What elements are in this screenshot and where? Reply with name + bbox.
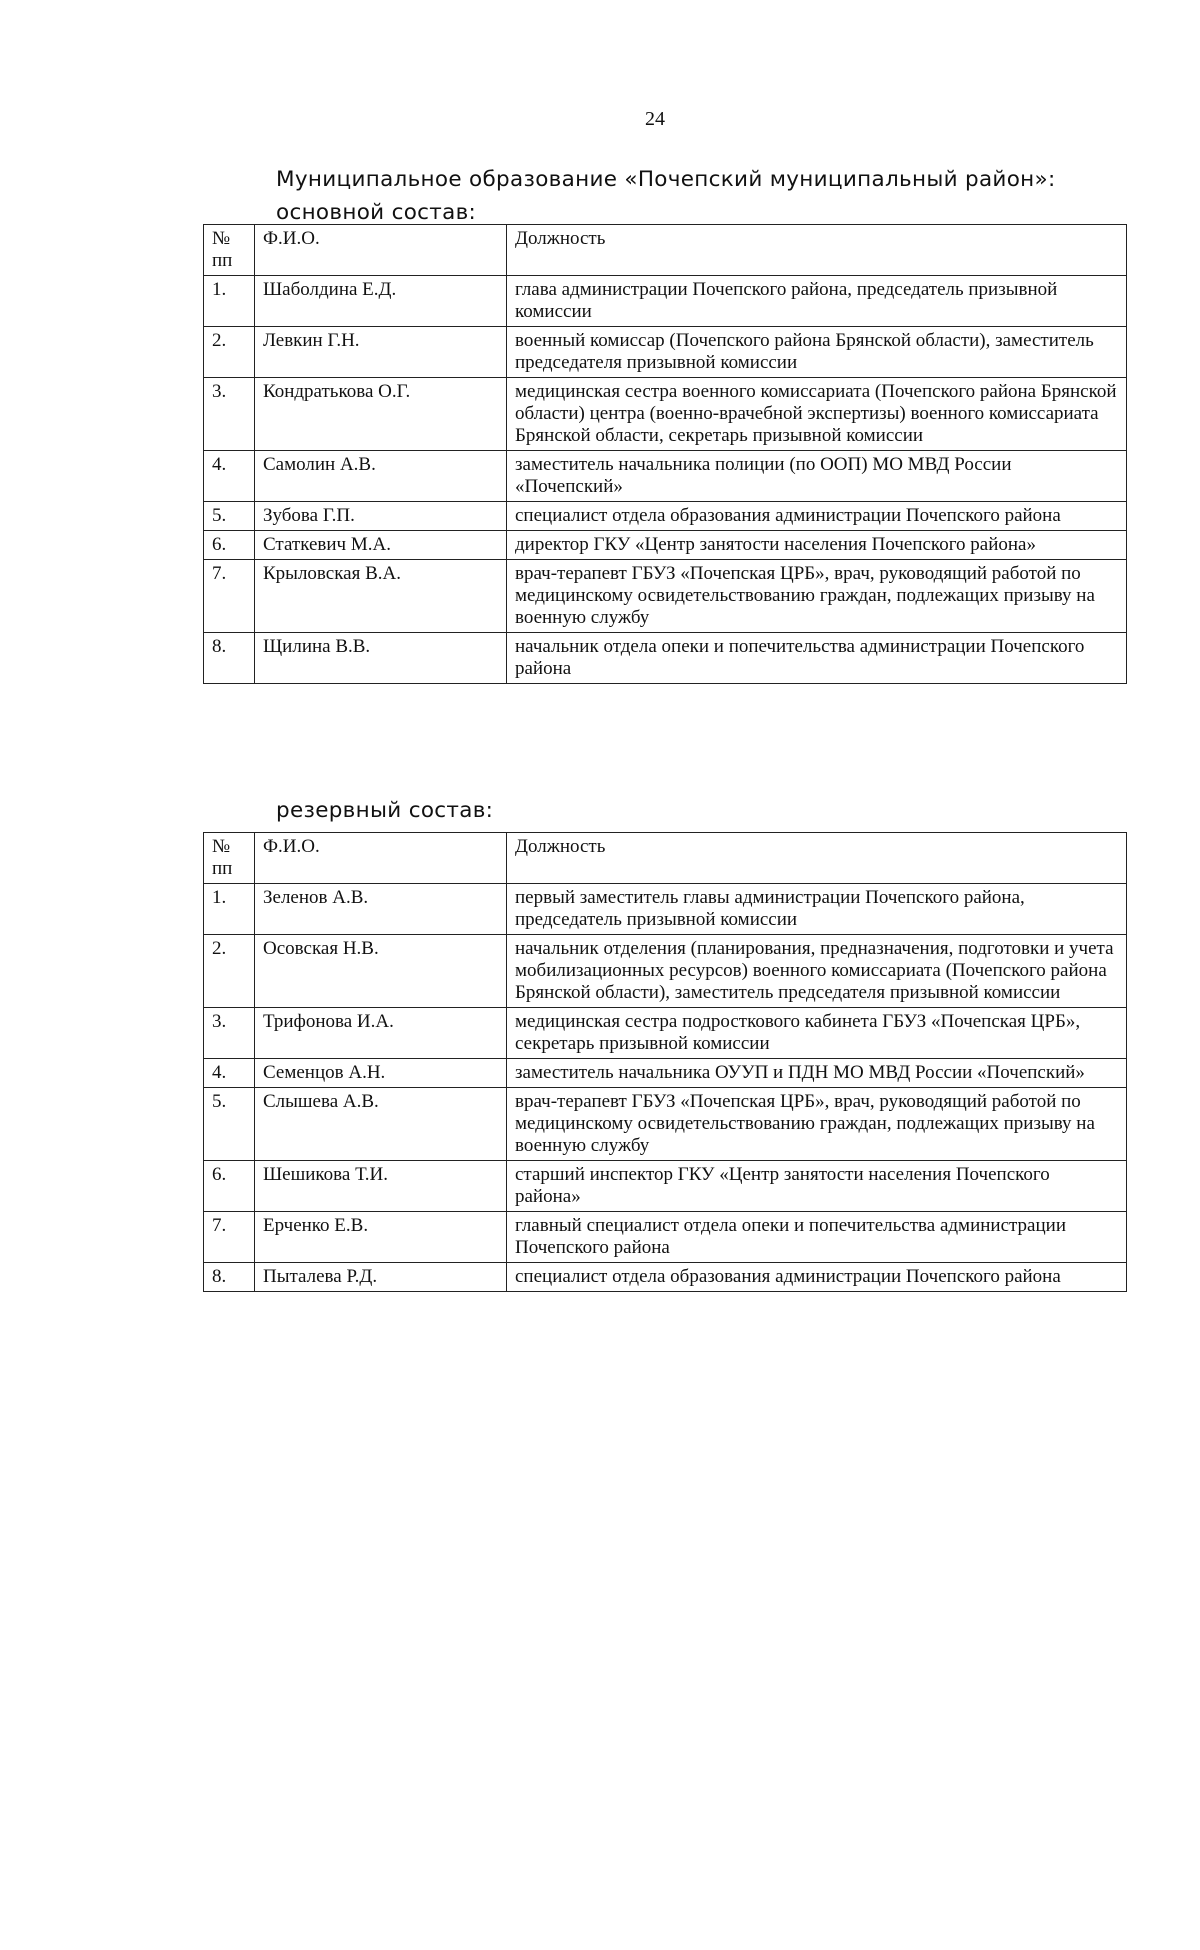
member-name: Слышева А.В. <box>255 1088 507 1161</box>
header-full-name: Ф.И.О. <box>255 833 507 884</box>
row-number: 3. <box>204 1008 255 1059</box>
member-name: Самолин А.В. <box>255 451 507 502</box>
member-name: Левкин Г.Н. <box>255 327 507 378</box>
member-position: первый заместитель главы администрации Почепского района, председатель призывной комиссии <box>507 884 1127 935</box>
main-composition-table <box>203 224 1127 684</box>
member-position: глава администрации Почепского района, председатель призывной комиссии <box>507 276 1127 327</box>
member-name: Трифонова И.А. <box>255 1008 507 1059</box>
header-position: Должность <box>507 225 1127 276</box>
table-row <box>204 451 1127 502</box>
main-composition-label: основной состав: <box>276 200 477 225</box>
member-position: медицинская сестра подросткового кабинета ГБУЗ «Почепская ЦРБ», секретарь призывной комиссии <box>507 1008 1127 1059</box>
member-name: Зубова Г.П. <box>255 502 507 531</box>
table-row <box>204 378 1127 451</box>
member-name: Зеленов А.В. <box>255 884 507 935</box>
member-position: директор ГКУ «Центр занятости населения Почепского района» <box>507 531 1127 560</box>
member-name: Семенцов А.Н. <box>255 1059 507 1088</box>
member-position: главный специалист отдела опеки и попечительства администрации Почепского района <box>507 1212 1127 1263</box>
table-header-row <box>204 833 1127 884</box>
member-name: Статкевич М.А. <box>255 531 507 560</box>
header-number: № пп <box>204 225 255 276</box>
table-row <box>204 935 1127 1008</box>
table-row <box>204 327 1127 378</box>
table-row <box>204 502 1127 531</box>
table-row <box>204 1161 1127 1212</box>
member-name: Осовская Н.В. <box>255 935 507 1008</box>
table-row <box>204 1212 1127 1263</box>
table-row <box>204 633 1127 684</box>
row-number: 2. <box>204 935 255 1008</box>
member-position: специалист отдела образования администрации Почепского района <box>507 1263 1127 1292</box>
member-position: старший инспектор ГКУ «Центр занятости населения Почепского района» <box>507 1161 1127 1212</box>
table-row <box>204 1263 1127 1292</box>
row-number: 5. <box>204 502 255 531</box>
member-name: Ерченко Е.В. <box>255 1212 507 1263</box>
row-number: 8. <box>204 1263 255 1292</box>
table-row <box>204 531 1127 560</box>
row-number: 6. <box>204 1161 255 1212</box>
member-position: заместитель начальника ОУУП и ПДН МО МВД России «Почепский» <box>507 1059 1127 1088</box>
row-number: 1. <box>204 884 255 935</box>
row-number: 2. <box>204 327 255 378</box>
member-position: медицинская сестра военного комиссариата (Почепского района Брянской области) центра (военно-врачебной экспертизы) военного комиссариата Брянской области, секретарь призывной комиссии <box>507 378 1127 451</box>
member-name: Крыловская В.А. <box>255 560 507 633</box>
row-number: 7. <box>204 560 255 633</box>
row-number: 8. <box>204 633 255 684</box>
member-position: заместитель начальника полиции (по ООП) МО МВД России «Почепский» <box>507 451 1127 502</box>
header-position: Должность <box>507 833 1127 884</box>
member-position: врач-терапевт ГБУЗ «Почепская ЦРБ», врач, руководящий работой по медицинскому освидетельствованию граждан, подлежащих призыву на военную службу <box>507 1088 1127 1161</box>
member-position: специалист отдела образования администрации Почепского района <box>507 502 1127 531</box>
table-header-row <box>204 225 1127 276</box>
document-title: Муниципальное образование «Почепский муниципальный район»: <box>276 167 1056 192</box>
row-number: 6. <box>204 531 255 560</box>
table-row <box>204 884 1127 935</box>
member-name: Щилина В.В. <box>255 633 507 684</box>
row-number: 4. <box>204 451 255 502</box>
member-name: Кондратькова О.Г. <box>255 378 507 451</box>
main-table-body <box>204 276 1127 684</box>
member-name: Шаболдина Е.Д. <box>255 276 507 327</box>
row-number: 3. <box>204 378 255 451</box>
reserve-composition-table <box>203 832 1127 1292</box>
table-row <box>204 1008 1127 1059</box>
row-number: 4. <box>204 1059 255 1088</box>
member-position: начальник отделения (планирования, предназначения, подготовки и учета мобилизационных ресурсов) военного комиссариата (Почепского района Брянской области), заместитель председателя призывной комиссии <box>507 935 1127 1008</box>
member-position: начальник отдела опеки и попечительства администрации Почепского района <box>507 633 1127 684</box>
table-row <box>204 1059 1127 1088</box>
page-number: 24 <box>645 108 665 130</box>
table-row <box>204 1088 1127 1161</box>
member-position: врач-терапевт ГБУЗ «Почепская ЦРБ», врач, руководящий работой по медицинскому освидетельствованию граждан, подлежащих призыву на военную службу <box>507 560 1127 633</box>
member-name: Пыталева Р.Д. <box>255 1263 507 1292</box>
header-full-name: Ф.И.О. <box>255 225 507 276</box>
row-number: 5. <box>204 1088 255 1161</box>
member-name: Шешикова Т.И. <box>255 1161 507 1212</box>
member-position: военный комиссар (Почепского района Брянской области), заместитель председателя призывной комиссии <box>507 327 1127 378</box>
row-number: 7. <box>204 1212 255 1263</box>
reserve-table-body <box>204 884 1127 1292</box>
row-number: 1. <box>204 276 255 327</box>
table-row <box>204 276 1127 327</box>
table-row <box>204 560 1127 633</box>
header-number: № пп <box>204 833 255 884</box>
reserve-composition-label: резервный состав: <box>276 798 494 823</box>
